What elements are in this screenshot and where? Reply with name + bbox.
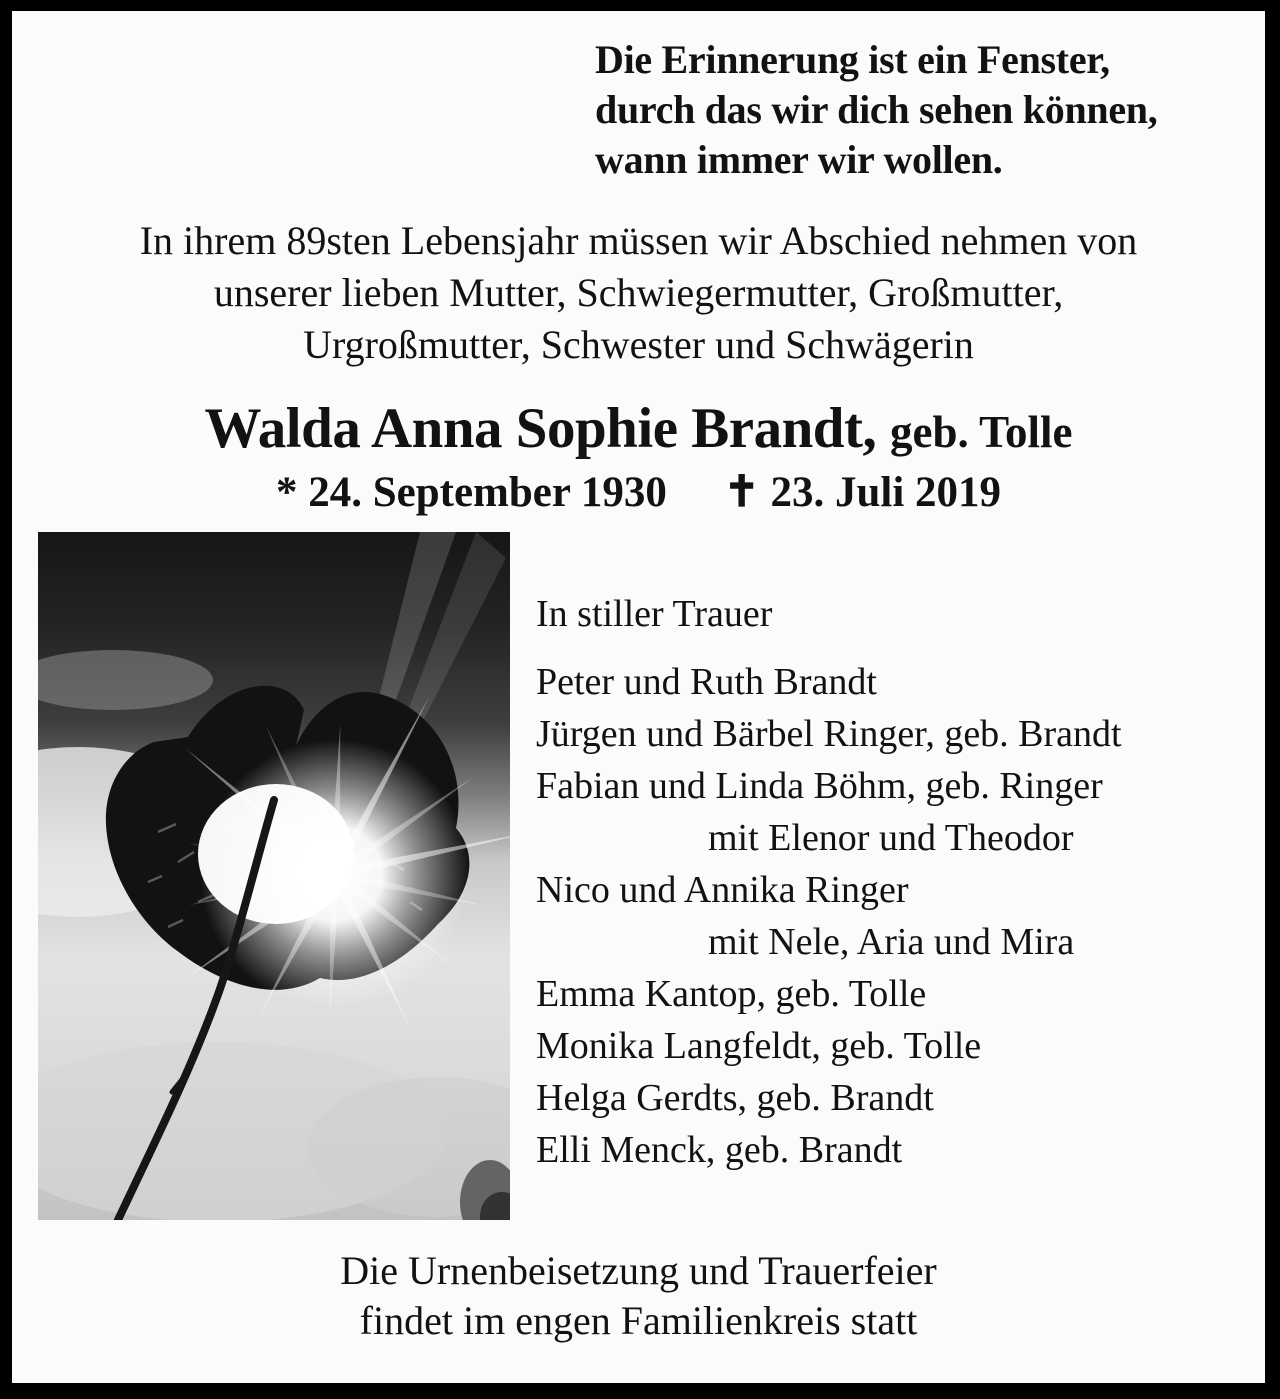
mourner-item: Helga Gerdts, geb. Brandt [536, 1077, 934, 1119]
mourning-heading: In stiller Trauer [536, 593, 773, 635]
mourner-item: mit Nele, Aria und Mira [708, 921, 1075, 963]
deceased-name-line [12, 397, 1265, 464]
quote-line: durch das wir dich sehen können, [595, 87, 1158, 132]
closing-line: Die Urnenbeisetzung und Trauerfeier [340, 1248, 937, 1293]
photo-and-mourners-row [38, 532, 1265, 1220]
closing-paragraph [12, 1246, 1265, 1346]
intro-line: Urgroßmutter, Schwester und Schwägerin [303, 322, 974, 367]
mourner-item: Elli Menck, geb. Brandt [536, 1129, 903, 1171]
intro-line: unserer lieben Mutter, Schwiegermutter, Großmutter, [213, 270, 1064, 315]
mourner-list [536, 656, 1122, 1176]
memorial-quote [595, 35, 1265, 185]
deceased-name: Walda Anna Sophie Brandt, [204, 397, 877, 460]
closing-line: findet im engen Familienkreis statt [359, 1298, 918, 1343]
mourner-item: mit Elenor und Theodor [708, 817, 1074, 859]
mourners-section [510, 532, 1122, 1176]
death-date: ✝ 23. Juli 2019 [723, 469, 1002, 516]
memorial-photo [38, 532, 510, 1220]
intro-paragraph [12, 215, 1265, 371]
quote-line: wann immer wir wollen. [595, 137, 1003, 182]
maiden-name: geb. Tolle [889, 407, 1073, 457]
mourner-item: Peter und Ruth Brandt [536, 661, 877, 703]
quote-line: Die Erinnerung ist ein Fenster, [595, 37, 1110, 82]
life-dates [12, 468, 1265, 518]
intro-line: In ihrem 89sten Lebensjahr müssen wir Abschied nehmen von [139, 218, 1138, 263]
mourner-item: Nico und Annika Ringer [536, 869, 909, 911]
mourner-item: Monika Langfeldt, geb. Tolle [536, 1025, 982, 1067]
mourner-item: Fabian und Linda Böhm, geb. Ringer [536, 765, 1103, 807]
mourner-item: Jürgen und Bärbel Ringer, geb. Brandt [536, 713, 1122, 755]
birth-date: * 24. September 1930 [275, 469, 667, 516]
mourner-item: Emma Kantop, geb. Tolle [536, 973, 927, 1015]
